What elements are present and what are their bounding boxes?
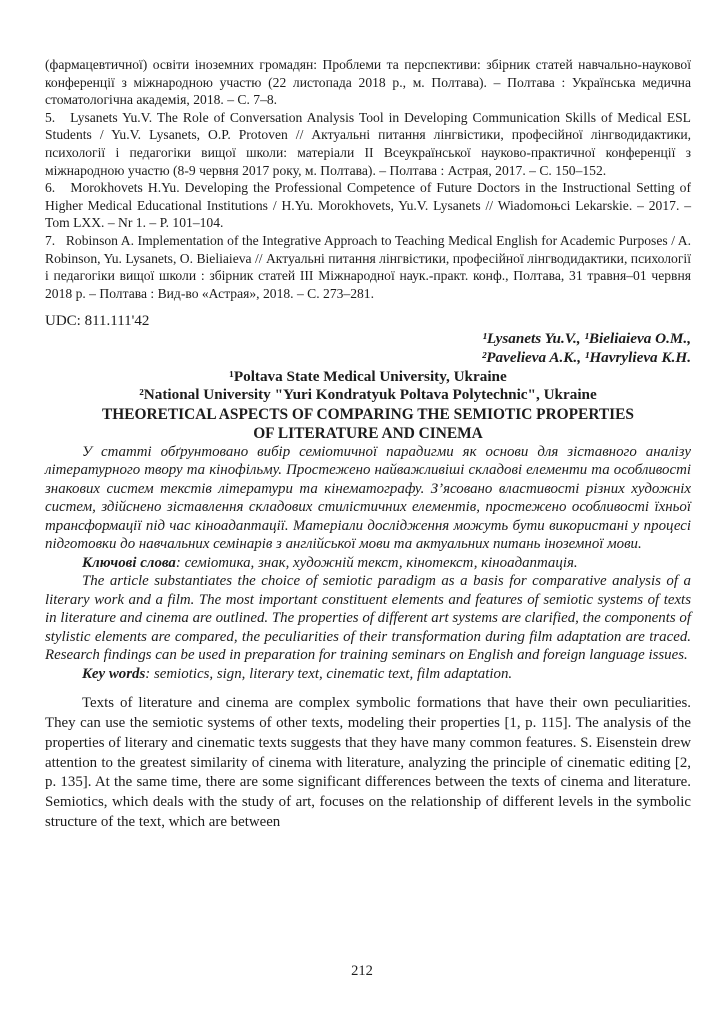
author-line-1: ¹Lysanets Yu.V., ¹Bieliaieva O.M., (482, 330, 691, 348)
author-line-2: ²Pavelieva A.K., ¹Havrylieva K.H. (481, 348, 691, 366)
title-line-1: THEORETICAL ASPECTS OF COMPARING THE SEMIOTIC PROPERTIES (102, 405, 634, 423)
reference-item-5: 5. Lysanets Yu.V. The Role of Conversation Analysis Tool in Developing Communication Skills of Medical ESL Students / Yu.V. Lysanets, O.P. Protoven // Актуальні питання лінгвістики, професійної лінгводидактики, психології і педагогіки вищої школи: матеріали ІІ Всеукраїнської науково-практичної конференції з міжнародною участю (8-9 червня 2017 року, м. Полтава). – Полтава : Астрая, 2017. – С. 150–152. (45, 109, 691, 178)
keywords-english (45, 665, 691, 684)
keywords-ua-text: : семіотика, знак, художній текст, кінотекст, кіноадаптація. (175, 554, 578, 571)
affiliations-block (45, 368, 691, 405)
body-paragraph: Texts of literature and cinema are complex symbolic formations that have their own peculiarities. They can use the semiotic systems of other texts, modeling their properties [1, p. 115]. The analysis of the properties of literary and cinematic texts suggests that they have many common features. S. Eisenstein drew attention to the greatest similarity of cinema with literature, analyzing the principle of cinematic editing [2, p. 135]. At the same time, there are some significant differences between the texts of cinema and literature. Semiotics, which deals with the study of art, focuses on the relationship of different levels in the symbolic structure of the text, which are between (45, 695, 691, 830)
keywords-ukrainian (45, 554, 691, 573)
page-content (45, 56, 691, 833)
page-number: 212 (351, 963, 373, 979)
udc-code: UDC: 811.111'42 (45, 313, 150, 330)
keywords-en-text: : semiotics, sign, literary text, cinematic text, film adaptation. (145, 665, 513, 682)
affiliation-2: ²National University "Yuri Kondratyuk Poltava Polytechnic", Ukraine (139, 386, 597, 404)
affiliation-1: ¹Poltava State Medical University, Ukraine (229, 367, 507, 385)
title-line-2: OF LITERATURE AND CINEMA (253, 424, 483, 442)
keywords-en-label: Key words (82, 665, 146, 682)
abstract-ukrainian: У статті обґрунтовано вибір семіотичної парадигми як основи для зіставного аналізу літературного твору та кінофільму. Простежено найважливіші складові елементи та особливості знакових систем текстів літератури та кінематографу. З’ясовано властивості різних художніх систем, здійснено зіставлення складових стилістичних елементів, простежено особливості їхньої трансформації під час кіноадаптації. Матеріали дослідження можуть бути використані у процесі підготовки до навчальних семінарів з англійської мови та актуальних питань іноземної мови. (45, 443, 691, 553)
reference-item-6: 6. Morokhovets H.Yu. Developing the Professional Competence of Future Doctors in the Instructional Setting of Higher Medical Educational Institutions / H.Yu. Morokhovets, Yu.V. Lysanets // Wiadomoњci Lekarskie. – 2017. – Tom LXX. – Nr 1. – P. 101–104. (45, 180, 691, 231)
reference-continuation: (фармацевтичної) освіти іноземних громадян: Проблеми та перспективи: збірник статей навчально-наукової конференції з міжнародною участю (22 листопада 2018 р., м. Полтава). – Полтава : Українська медична стоматологічна академія, 2018. – С. 7–8. (45, 57, 691, 108)
authors-block (45, 330, 691, 367)
abstract-english: The article substantiates the choice of semiotic paradigm as a basis for comparative analysis of a literary work and a film. The most important constituent elements and features of semiotic systems of texts in literature and cinema are outlined. The properties of different art systems are clarified, the components of stylistic elements are compared, the peculiarities of their transformation during film adaptation are traced. Research findings can be used in preparation for training seminars on English and foreign language issues. (45, 573, 691, 664)
references-section (45, 56, 691, 302)
reference-item-7: 7. Robinson A. Implementation of the Integrative Approach to Teaching Medical English for Academic Purposes / A. Robinson, Yu. Lysanets, O. Bieliaieva // Актуальні питання лінгвістики, професійної лінгводидактики, психології і педагогіки вищої школи : збірник статей ІІІ Міжнародної наук.-практ. конф., Полтава, 31 травня–01 червня 2018 р. – Полтава : Вид-во «Астрая», 2018. – С. 273–281. (45, 232, 691, 301)
article-title (45, 405, 691, 443)
keywords-ua-label: Ключові слова (82, 554, 176, 571)
